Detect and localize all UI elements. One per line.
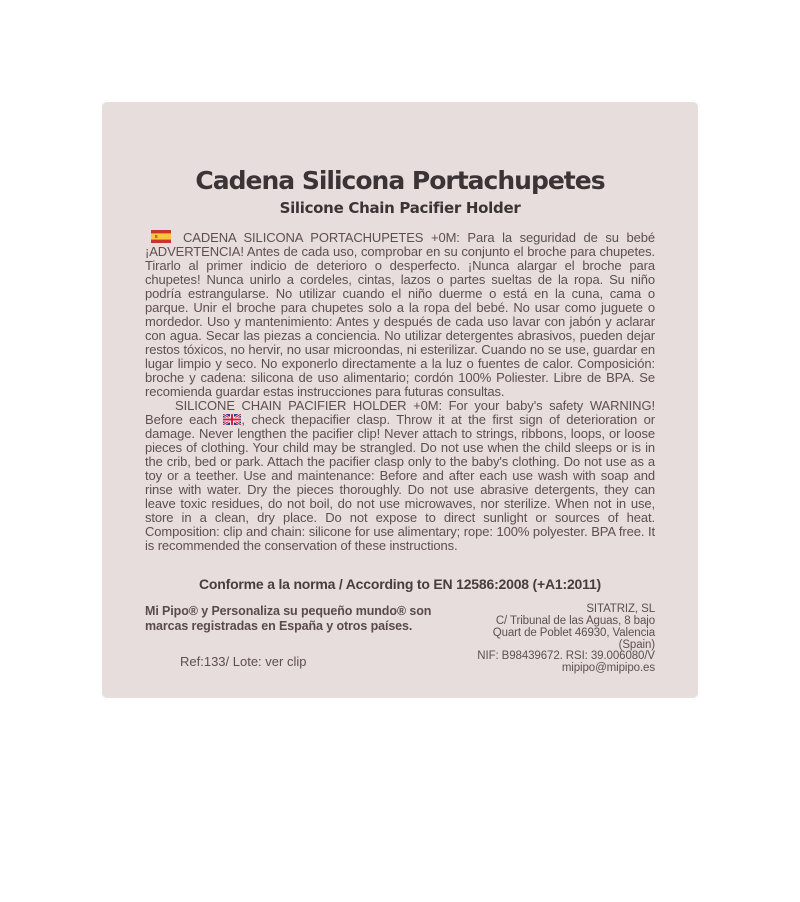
spain-flag-icon [151, 230, 171, 243]
page-title: Cadena Silicona Portachupetes [195, 166, 605, 195]
title-block [145, 102, 655, 217]
trademark-notice: Mi Pipo® y Personaliza su pequeño mundo® son marcas registradas en España y otros países. [145, 604, 432, 634]
company-address-line2: Quart de Poblet 46930, Valencia (Spain) [492, 626, 655, 651]
english-instructions-text-after-flag: , check thepacifier clasp. Throw it at the first sign of deterioration or damage. Never lengthen the pacifier clip! Never attach to strings, ribbons, loops, or loose pieces of clothing. Your child may be strangled. Do not use when the child sleeps or is in the crib, bed or park. Attach the pacifier clasp only to the baby's clothing. Do not use as a toy or a teether. Use and maintenance: Before and after each use wash with soap and rinse with water. Dry the pieces thoroughly. Do not use abrasive detergents, they can leave toxic residues, do not boil, do not use microwaves, nor sterilize. When not in use, store in a clean, dry place. Do not expose to direct sunlight or sources of heat. Composition: clip and chain: silicone for use alimentary; rope: 100% polyester. BPA free. It is recommended the conservation of these instructions. [145, 412, 655, 554]
company-registration: NIF: B98439672. RSI: 39.006080/V [477, 650, 655, 663]
standard-compliance-line: Conforme a la norma / According to EN 12586:2008 (+A1:2011) [199, 576, 601, 593]
uk-flag-icon [223, 414, 241, 425]
instructions-text [145, 230, 655, 553]
english-instructions-text-before-flag: SILICONE CHAIN PACIFIER HOLDER +0M: For your baby's safety WARNING! Before each [145, 398, 655, 428]
company-name: SITATRIZ, SL [586, 603, 655, 616]
page-subtitle: Silicone Chain Pacifier Holder [279, 199, 521, 218]
english-instructions-paragraph [145, 399, 655, 553]
company-address-block [460, 604, 655, 675]
footer-row [145, 604, 655, 675]
footer-left-column [145, 604, 460, 669]
company-address-line1: C/ Tribunal de las Aguas, 8 bajo [495, 615, 655, 628]
spanish-instructions-text: CADENA SILICONA PORTACHUPETES +0M: Para la seguridad de su bebé ¡ADVERTENCIA! Antes de cada uso, comprobar en su conjunto el broche para chupetes. Tirarlo al primer indicio de deterioro o desperfecto. ¡Nunca alargar el broche para chupetes! Nunca unirlo a cordeles, cintas, lazos o partes sueltas de la ropa. Su niño podría estrangularse. No utilizar cuando el niño duerme o está en la cuna, cama o parque. Unir el broche para chupetes solo a la ropa del bebé. No usar como juguete o mordedor. Uso y mantenimiento: Antes y después de cada uso lavar con jabón y aclarar con agua. Secar las piezas a conciencia. No utilizar detergentes abrasivos, pueden dejar restos tóxicos, no hervir, no usar microondas, ni esterilizar. Cuando no se use, guardar en lugar limpio y seco. No exponerlo directamente a la luz o fuentes de calor. Composición: broche y cadena: silicona de uso alimentario; cordón 100% Poliester. Libre de BPA. Se recomienda guardar estas instrucciones para futuras consultas. [145, 230, 655, 400]
spanish-instructions-paragraph [145, 230, 655, 399]
label-content [145, 102, 655, 675]
company-email: mipipo@mipipo.es [561, 662, 655, 675]
label-panel [102, 102, 698, 698]
reference-lot-line: Ref:133/ Lote: ver clip [180, 654, 307, 670]
